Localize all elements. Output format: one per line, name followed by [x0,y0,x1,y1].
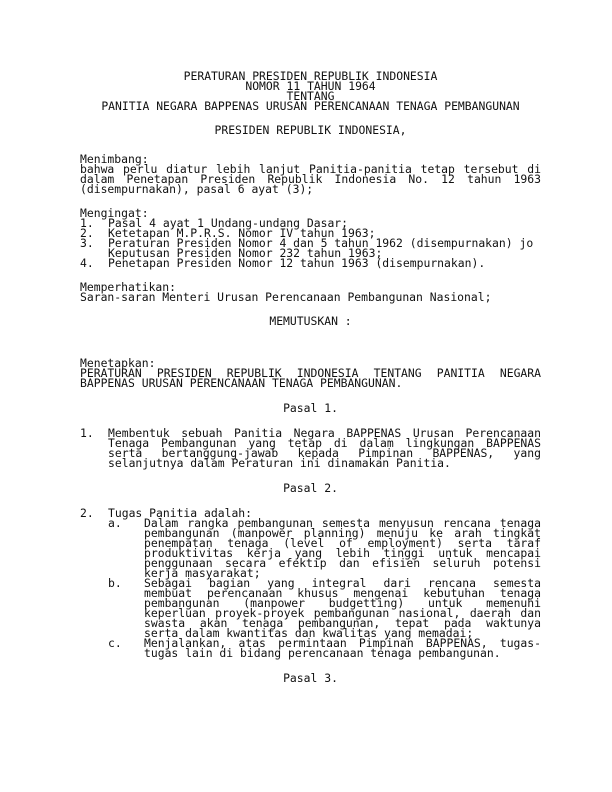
mengingat-label: Mengingat: [80,206,149,220]
pasal-2-item-a-line-3: penempatan tenaga (level of employment) serta taraf [144,536,541,550]
pasal-3-heading: Pasal 3. [283,671,338,685]
menetapkan-label: Menetapkan: [80,356,156,370]
title-line-3: TENTANG [286,89,335,103]
pasal-2-item-c-line-1: Menjalankan, atas permintaan Pimpinan BAPPENAS, tugas- [144,636,541,650]
pasal-2-item-b-line-2: membuat perencanaan khusus mengenai kebutuhan tenaga [144,586,541,600]
pasal-2-item-a-line-2: pembangunan (manpower planning) menuju ke arah tingkat [144,526,541,540]
pasal-2-intro: Tugas Panitia adalah: [108,506,253,520]
title-line-2: NOMOR 11 TAHUN 1964 [245,79,376,93]
menimbang-line-3: (disempurnakan), pasal 6 ayat (3); [80,182,314,196]
pasal-1-line-3: serta bertanggung-jawab kepada Pimpinan BAPPENAS, yang [108,446,541,460]
pasal-1-heading: Pasal 1. [283,401,338,415]
pasal-2-num: 2. [80,506,94,520]
pasal-2-item-b-line-6: serta dalam kwantitas dan kwalitas yang memadai; [144,626,474,640]
pasal-2-item-a-line-5: penggunaan secara efektip dan efisien seluruh potensi [144,556,541,570]
menimbang-label: Menimbang: [80,152,149,166]
pasal-2-item-b-line-1: Sebagai bagian yang integral dari rencana semesta [144,576,541,590]
mengingat-item-4: Penetapan Presiden Nomor 12 tahun 1963 (disempurnakan). [108,256,486,270]
menetapkan-line-1: PERATURAN PRESIDEN REPUBLIK INDONESIA TENTANG PANITIA NEGARA [80,366,541,380]
title-line-1: PERATURAN PRESIDEN REPUBLIK INDONESIA [183,69,438,83]
issuer-heading: PRESIDEN REPUBLIK INDONESIA, [214,123,407,137]
memperhatikan-label: Memperhatikan: [80,280,177,294]
menimbang-line-2: dalam Penetapan Presiden Republik Indonesia No. 12 tahun 1963 [80,172,541,186]
menimbang-line-1: bahwa perlu diatur lebih lanjut Panitia-panitia tetap tersebut di [80,162,541,176]
memperhatikan-line-1: Saran-saran Menteri Urusan Perencanaan Pembangunan Nasional; [80,290,492,304]
pasal-2-item-b-label: b. [108,576,122,590]
pasal-1-line-2: Tenaga Pembangunan yang tetap di dalam lingkungan BAPPENAS [108,436,541,450]
pasal-2-item-b-line-5: swasta akan tenaga pembangunan, tepat pada waktunya [144,616,541,630]
mengingat-item-2: Ketetapan M.P.R.S. Nomor IV tahun 1963; [108,226,376,240]
pasal-2-item-c-line-2: tugas lain di bidang perencanaan tenaga pembangunan. [144,646,501,660]
pasal-1-line-4: selanjutnya dalam Peraturan ini dinamakan Panitia. [108,456,451,470]
mengingat-item-3-line-2: Keputusan Presiden Nomor 232 tahun 1963; [108,246,383,260]
mengingat-item-1: Pasal 4 ayat 1 Undang-undang Dasar; [108,216,349,230]
memutuskan-heading: MEMUTUSKAN : [269,314,352,328]
pasal-2-heading: Pasal 2. [283,481,338,495]
mengingat-num-1: 1. [80,216,94,230]
pasal-2-item-a-label: a. [108,516,122,530]
pasal-1-line-1: Membentuk sebuah Panitia Negara BAPPENAS Urusan Perencanaan [108,426,541,440]
title-line-4: PANITIA NEGARA BAPPENAS URUSAN PERENCANAAN TENAGA PEMBANGUNAN [101,99,520,113]
mengingat-item-3-line-1: Peraturan Presiden Nomor 4 dan 5 tahun 1962 (disempurnakan) jo [108,236,534,250]
pasal-2-item-b-line-3: pembangunan (manpower budgetting) untuk memenuhi [144,596,541,610]
pasal-2-item-a-line-4: produktivitas kerja yang lebih tinggi untuk mencapai [144,546,541,560]
pasal-2-item-a-line-6: kerja masyarakat; [144,566,261,580]
mengingat-num-4: 4. [80,256,94,270]
pasal-2-item-a-line-1: Dalam rangka pembangunan semesta menyusun rencana tenaga [144,516,541,530]
pasal-1-num: 1. [80,426,94,440]
pasal-2-item-c-label: c. [108,636,122,650]
pasal-2-item-b-line-4: keperluan proyek-proyek pembangunan nasional, daerah dan [144,606,541,620]
menetapkan-line-2: BAPPENAS URUSAN PERENCANAAN TENAGA PEMBANGUNAN. [80,376,403,390]
mengingat-num-3: 3. [80,236,94,250]
mengingat-num-2: 2. [80,226,94,240]
